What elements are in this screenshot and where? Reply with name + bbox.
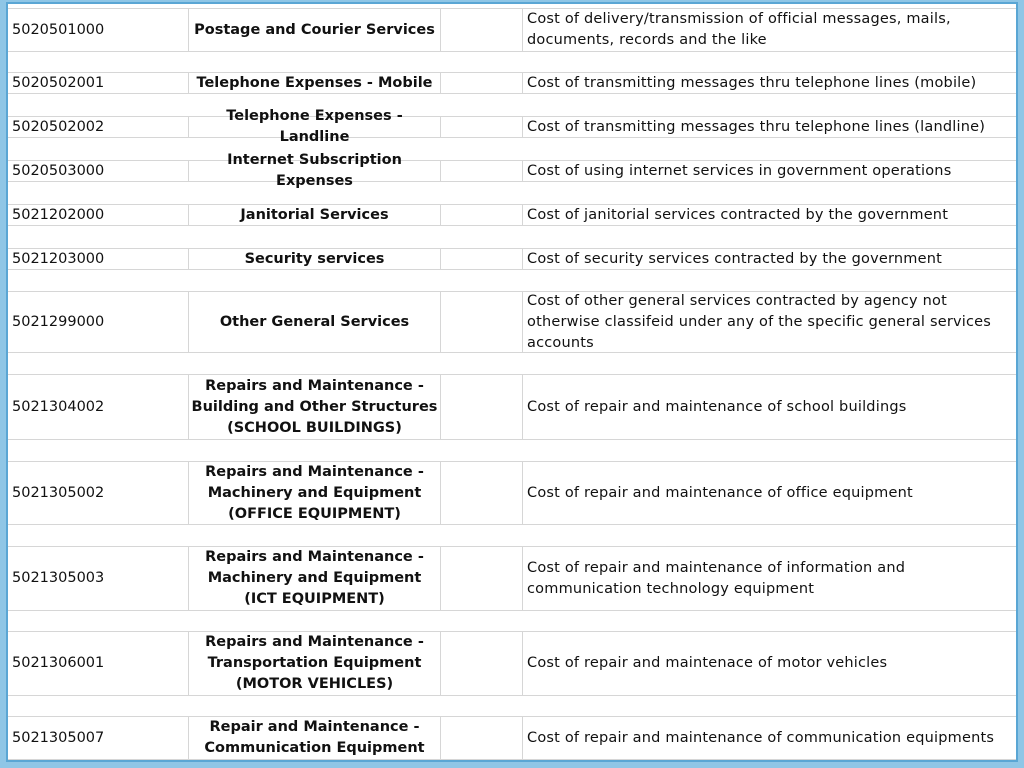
blank-cell (441, 717, 523, 759)
account-description: Cost of transmitting messages thru telephone lines (mobile) (527, 74, 977, 91)
account-title: Telephone Expenses - Mobile (189, 73, 441, 93)
account-description: Cost of repair and maintenance of office equipment (527, 484, 913, 501)
table-row (8, 546, 1016, 611)
table-row (8, 631, 1016, 696)
account-title: Internet Subscription Expenses (189, 161, 441, 181)
blank-cell (441, 205, 523, 225)
account-code: 5020502001 (8, 73, 189, 93)
account-description: Cost of repair and maintenace of motor vehicles (527, 655, 888, 671)
account-code: 5021306001 (8, 632, 189, 695)
account-title: Janitorial Services (189, 205, 441, 225)
account-code: 5021203000 (8, 249, 189, 269)
table-row (8, 204, 1016, 226)
table-row (8, 461, 1016, 525)
table-row (8, 72, 1016, 94)
table-row (8, 152, 1016, 189)
account-title: Other General Services (189, 292, 441, 352)
account-title: Telephone Expenses - Landline (189, 117, 441, 137)
account-code: 5020503000 (8, 161, 189, 181)
blank-cell (441, 632, 523, 695)
blank-cell (441, 375, 523, 439)
table-row (8, 8, 1016, 52)
account-code: 5021304002 (8, 375, 189, 439)
account-code: 5021305007 (8, 717, 189, 759)
table-row (8, 291, 1016, 353)
blank-cell (441, 249, 523, 269)
blank-cell (441, 161, 523, 181)
blank-cell (441, 117, 523, 137)
account-description: Cost of transmitting messages thru telephone lines (landline) (527, 118, 986, 135)
account-code: 5021305002 (8, 462, 189, 524)
account-title: Repairs and Maintenance - Machinery and Equipment (ICT EQUIPMENT) (189, 547, 441, 610)
account-description: Cost of security services contracted by the government (527, 250, 942, 267)
account-code: 5020502002 (8, 117, 189, 137)
blank-cell (441, 73, 523, 93)
account-description: Cost of repair and maintenance of school buildings (527, 398, 907, 415)
table-row (8, 108, 1016, 145)
account-code: 5021305003 (8, 547, 189, 610)
account-code: 5020501000 (8, 9, 189, 51)
account-title: Security services (189, 249, 441, 269)
blank-cell (441, 462, 523, 524)
blank-cell (441, 547, 523, 610)
account-code: 5021299000 (8, 292, 189, 352)
account-title: Repairs and Maintenance - Building and Other Structures (SCHOOL BUILDINGS) (189, 375, 441, 439)
account-description: Cost of repair and maintenance of communication equipments (527, 729, 995, 746)
account-title: Repairs and Maintenance - Machinery and Equipment (OFFICE EQUIPMENT) (189, 462, 441, 524)
blank-cell (441, 292, 523, 352)
table-row (8, 248, 1016, 270)
account-code: 5021202000 (8, 205, 189, 225)
account-description: Cost of other general services contracted by agency not otherwise classifeid under any of the specific general services accounts (527, 292, 992, 351)
account-description: Cost of delivery/transmission of official messages, mails, documents, records and the like (527, 11, 951, 48)
account-description: Cost of repair and maintenance of information and communication technology equipment (527, 559, 906, 597)
account-title: Repairs and Maintenance - Transportation Equipment (MOTOR VEHICLES) (189, 632, 441, 695)
account-description: Cost of using internet services in government operations (527, 162, 952, 179)
table-row (8, 374, 1016, 440)
account-title: Postage and Courier Services (189, 9, 441, 51)
table-row (8, 716, 1016, 760)
account-description: Cost of janitorial services contracted by the government (527, 206, 949, 223)
account-title: Repair and Maintenance - Communication Equipment (189, 717, 441, 759)
blank-cell (441, 9, 523, 51)
